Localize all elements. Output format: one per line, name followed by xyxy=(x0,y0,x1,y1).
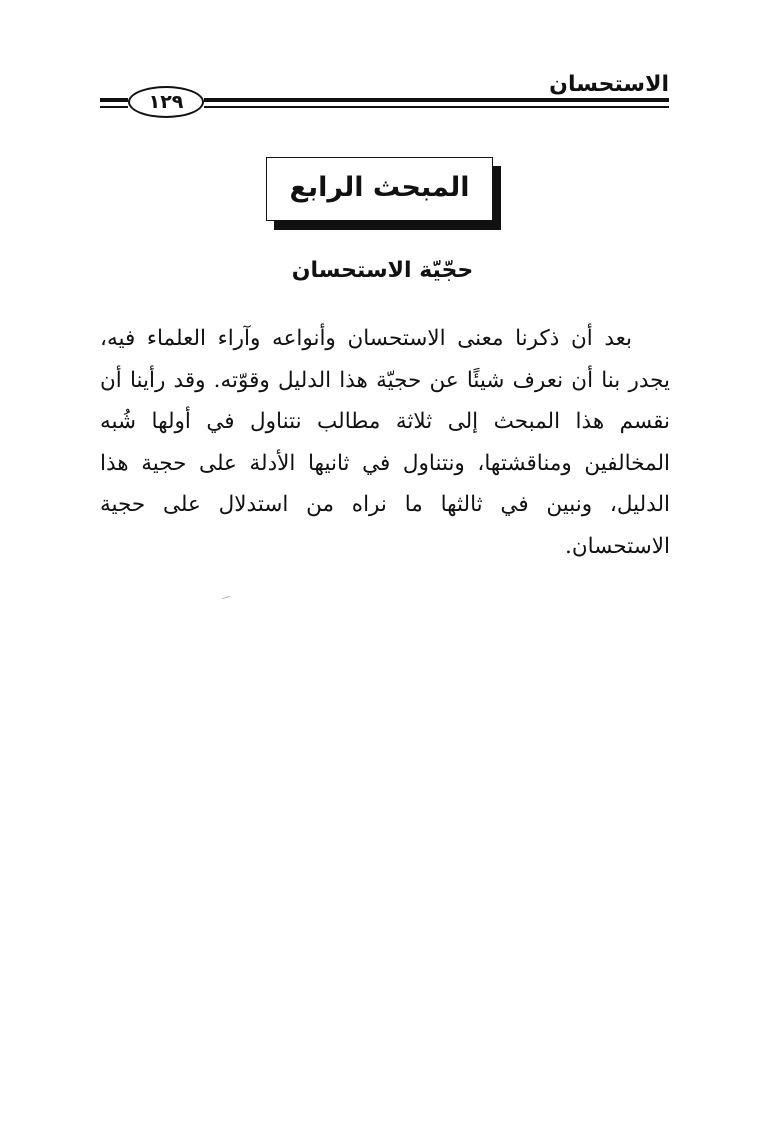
running-title: الاستحسان xyxy=(549,72,669,97)
section-subheading: حجّيّة الاستحسان xyxy=(291,258,474,283)
body-text xyxy=(100,318,670,567)
body-paragraph: بعد أن ذكرنا معنى الاستحسان وأنواعه وآراء العلماء فيه، يجدر بنا أن نعرف شيئًا عن حجيّة هذا الدليل وقوّته. وقد رأينا أن نقسم هذا المبحث إلى ثلاثة مطالب نتناول في أولها شُبه المخالفين ومناقشتها، ونتناول في ثانيها الأدلة على حجية هذا الدليل، ونبين في ثالثها ما نراه من استدلال على حجية الاستحسان. xyxy=(100,326,670,559)
scan-speck xyxy=(222,596,230,600)
page-number: ١٢٩ xyxy=(128,86,204,118)
header-rule-thick xyxy=(204,98,669,102)
section-heading: المبحث الرابع xyxy=(289,172,470,203)
header-rule-thin xyxy=(204,106,669,108)
header-rule-left-thick xyxy=(100,98,128,102)
section-heading-box xyxy=(266,157,493,221)
header-rule-left-thin xyxy=(100,106,128,108)
